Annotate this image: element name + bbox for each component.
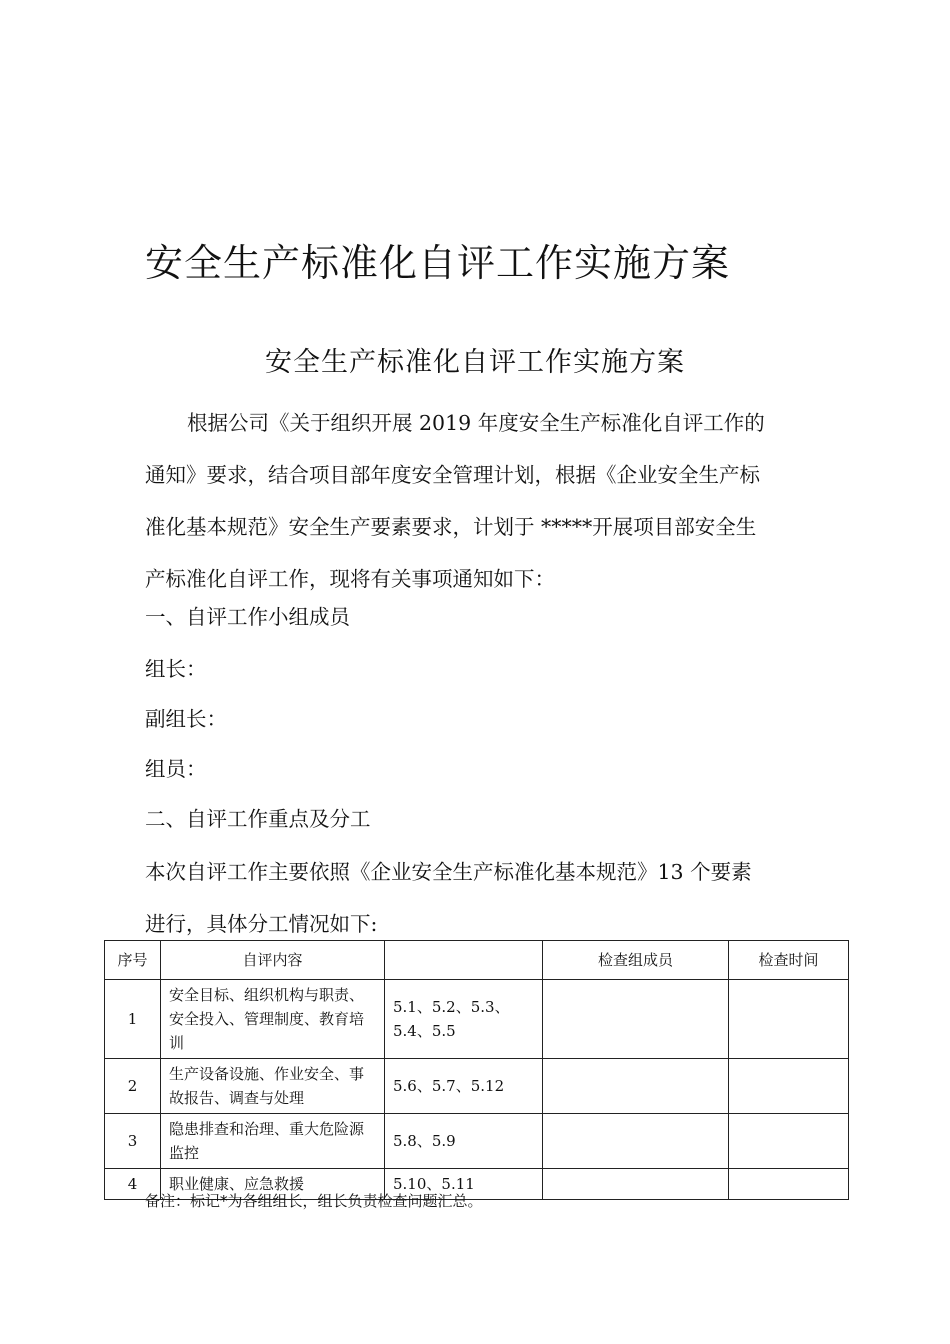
- row-time: [729, 1114, 849, 1169]
- row-content: 生产设备设施、作业安全、事故报告、调查与处理: [161, 1059, 385, 1114]
- row-number: 2: [105, 1059, 161, 1114]
- row-content: 职业健康、应急救援: [161, 1169, 385, 1200]
- table-row: [105, 1114, 849, 1169]
- row-members: [543, 1169, 729, 1200]
- row-clauses: 5.1、5.2、5.3、5.4、5.5: [385, 980, 543, 1059]
- tasks-line: 进行，具体分工情况如下:: [145, 912, 378, 936]
- row-time: [729, 1169, 849, 1200]
- row-content: 隐患排查和治理、重大危险源监控: [161, 1114, 385, 1169]
- row-number: 1: [105, 980, 161, 1059]
- leader-label: 组长：: [145, 657, 207, 681]
- row-number: 4: [105, 1169, 161, 1200]
- document-title: 安全生产标准化自评工作实施方案: [145, 241, 731, 285]
- task-assignment-table: [104, 940, 849, 1200]
- table-row: [105, 980, 849, 1059]
- intro-line: 产标准化自评工作，现将有关事项通知如下：: [145, 567, 555, 591]
- row-time: [729, 1059, 849, 1114]
- intro-line: 准化基本规范》安全生产要素要求，计划于 *****开展项目部安全生: [145, 515, 757, 539]
- row-content: 安全目标、组织机构与职责、安全投入、管理制度、教育培训: [161, 980, 385, 1059]
- intro-line: 根据公司《关于组织开展 2019 年度安全生产标准化自评工作的: [187, 411, 765, 435]
- table-note: 备注：标记*为各组组长，组长负责检查问题汇总。: [145, 1192, 483, 1210]
- deputy-leader-label: 副组长：: [145, 707, 227, 731]
- header-number: 序号: [105, 941, 161, 980]
- row-members: [543, 1114, 729, 1169]
- row-clauses: 5.8、5.9: [385, 1114, 543, 1169]
- section-heading-team: 一、自评工作小组成员: [145, 605, 350, 629]
- tasks-paragraph: [145, 846, 810, 950]
- row-members: [543, 1059, 729, 1114]
- header-members: 检查组成员: [543, 941, 729, 980]
- members-label: 组员：: [145, 757, 207, 781]
- section-heading-tasks: 二、自评工作重点及分工: [145, 807, 371, 831]
- table-header-row: [105, 941, 849, 980]
- row-clauses: 5.6、5.7、5.12: [385, 1059, 543, 1114]
- row-members: [543, 980, 729, 1059]
- row-number: 3: [105, 1114, 161, 1169]
- row-clauses: 5.10、5.11: [385, 1169, 543, 1200]
- header-clauses: [385, 941, 543, 980]
- tasks-line: 本次自评工作主要依照《企业安全生产标准化基本规范》13 个要素: [145, 860, 752, 884]
- intro-line: 通知》要求，结合项目部年度安全管理计划，根据《企业安全生产标: [145, 463, 760, 487]
- table-row: [105, 1059, 849, 1114]
- document-subtitle: 安全生产标准化自评工作实施方案: [265, 347, 685, 378]
- row-time: [729, 980, 849, 1059]
- header-content: 自评内容: [161, 941, 385, 980]
- header-time: 检查时间: [729, 941, 849, 980]
- intro-paragraph: [145, 397, 810, 605]
